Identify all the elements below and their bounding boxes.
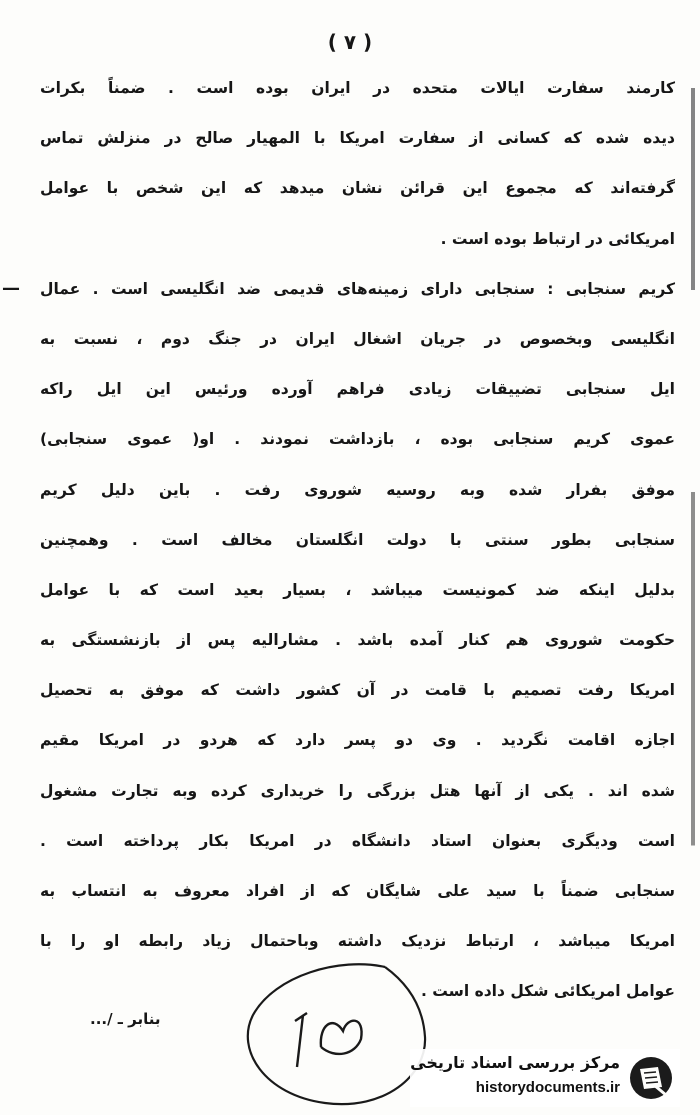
archive-logo-icon — [628, 1055, 674, 1101]
document-body — [2, 72, 675, 1026]
text-line: انگلیسی وبخصوص در جریان اشغال ایران در جنگ دوم ، نسبت به — [40, 329, 675, 348]
text-line: بدلیل اینکه ضد کمونیست میباشد ، بسیار بعید است که با عوامل — [40, 580, 675, 599]
text-line: است ودیگری بعنوان استاد دانشگاه در امریکا بکار پرداخته است . — [40, 831, 675, 850]
handwritten-circle-annotation — [235, 955, 435, 1115]
section-dash-mark: — — [2, 277, 20, 299]
text-line: امریکا میباشد ، ارتباط نزدیک داشته وباحتمال زیاد رابطه او را با — [40, 932, 675, 951]
text-line: موفق بفرار شده وبه روسیه شوروی رفت . باین دلیل کریم — [40, 480, 675, 499]
text-line: اجازه اقامت نگردید . وی دو پسر دارد که هردو در امریکا مقیم — [40, 731, 675, 750]
text-line: امریکا رفت تصمیم با قامت در آن کشور داشت که موفق به تحصیل — [40, 681, 675, 700]
text-line: عموی کریم سنجابی بوده ، بازداشت نمودند . او( عموی سنجابی) — [40, 430, 675, 449]
text-line: سنجابی ضمناً با سید علی شایگان که از افراد معروف به انتساب به — [40, 882, 675, 900]
text-line: حکومت شوروی هم کنار آمده باشد . مشارالیه پس از بازنشستگی به — [40, 631, 675, 650]
text-line — [2, 273, 675, 323]
text-line: ایل سنجابی تضییقات زیادی فراهم آورده ورئیس این ایل راکه — [40, 380, 675, 399]
text-line: شده اند . یکی از آنها هتل بزرگی را خریداری کرده وبه تجارت مشغول — [40, 781, 675, 800]
text-line: امریکائی در ارتباط بوده است . — [440, 229, 675, 248]
text-line: گرفته‌اند که مجموع این قرائن نشان میدهد که این شخص با عوامل — [40, 179, 675, 198]
page-number: ( ۷ ) — [327, 30, 373, 54]
bottom-reference: بنابر ـ /... — [90, 1010, 161, 1028]
watermark-title: مرکز بررسی اسناد تاریخی — [410, 1053, 620, 1072]
section-line-text: کریم سنجابی : سنجابی دارای زمینه‌های قدیمی ضد انگلیسی است . عمال — [40, 279, 675, 298]
text-line: سنجابی بطور سنتی با دولت انگلستان مخالف است . وهمچنین — [40, 530, 675, 549]
margin-binding-mark — [691, 88, 695, 1098]
text-line: دیده شده که کسانی از سفارت امریکا با المهیار صالح در منزلش تماس — [40, 129, 675, 148]
watermark-url: historydocuments.ir — [475, 1079, 620, 1096]
archive-watermark — [410, 1049, 680, 1107]
text-line: کارمند سفارت ایالات متحده در ایران بوده است . ضمناً بکرات — [40, 79, 675, 97]
text-line: عوامل امریکائی شکل داده است . — [420, 982, 675, 1001]
